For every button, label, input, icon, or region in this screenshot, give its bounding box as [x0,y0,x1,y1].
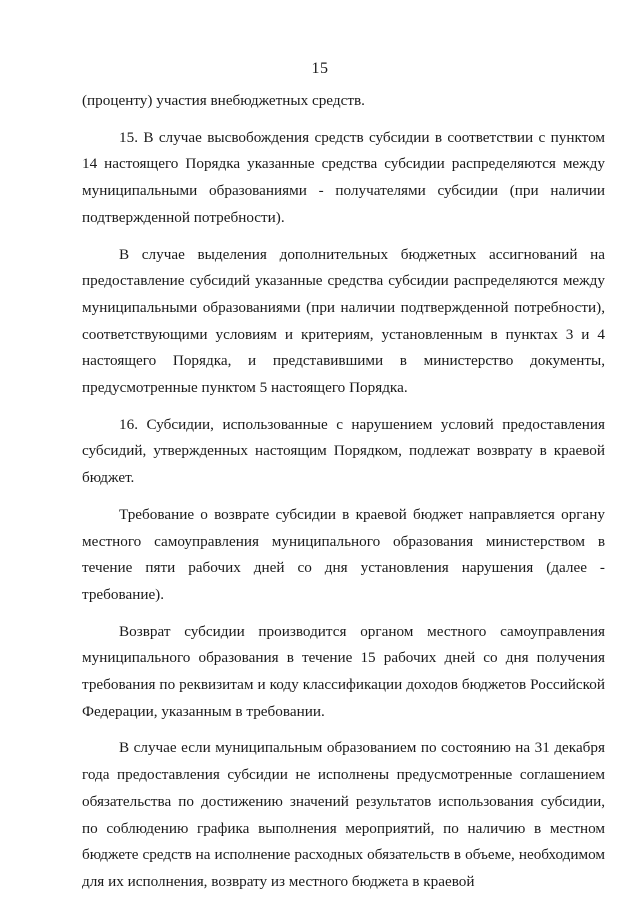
paragraph-clause-16: 16. Субсидии, использованные с нарушением условий предоставления субсидий, утвержденных настоящим Порядком, подлежат возврату в краевой бюджет. [82,415,605,487]
document-body [82,88,605,896]
paragraph-continuation: (проценту) участия внебюджетных средств. [82,92,365,109]
paragraph-additional-allocations: В случае выделения дополнительных бюджетных ассигнований на предоставление субсидий указанные средства субсидии распределяются между муниципальными образованиями (при наличии подтвержденной потребности), соответствующими условиям и критериям, установленным в пунктах 3 и 4 настоящего Порядка, и представившими в министерство документы, предусмотренные пунктом 5 настоящего Порядка. [82,245,605,397]
page-number: 15 [311,60,329,77]
paragraph-return-requirement: Требование о возврате субсидии в краевой бюджет направляется органу местного самоуправления муниципального образования министерством в течение пяти рабочих дней со дня установления нарушения (далее - требование). [82,505,605,603]
paragraph-return-procedure: Возврат субсидии производится органом местного самоуправления муниципального образования в течение 15 рабочих дней со дня получения требования по реквизитам и коду классификации доходов бюджетов Российской Федерации, указанным в требовании. [82,622,605,720]
paragraph-unfulfilled-obligations: В случае если муниципальным образованием по состоянию на 31 декабря года предоставления субсидии не исполнены предусмотренные соглашением обязательства по достижению значений результатов использования субсидии, по соблюдению графика выполнения мероприятий, по наличию в местном бюджете средств на исполнение расходных обязательств в объеме, необходимом для их исполнения, возврату из местного бюджета в краевой [82,739,605,890]
paragraph-clause-15: 15. В случае высвобождения средств субсидии в соответствии с пунктом 14 настоящего Порядка указанные средства субсидии распределяются между муниципальными образованиями - получателями субсидии (при наличии подтвержденной потребности). [82,128,605,226]
